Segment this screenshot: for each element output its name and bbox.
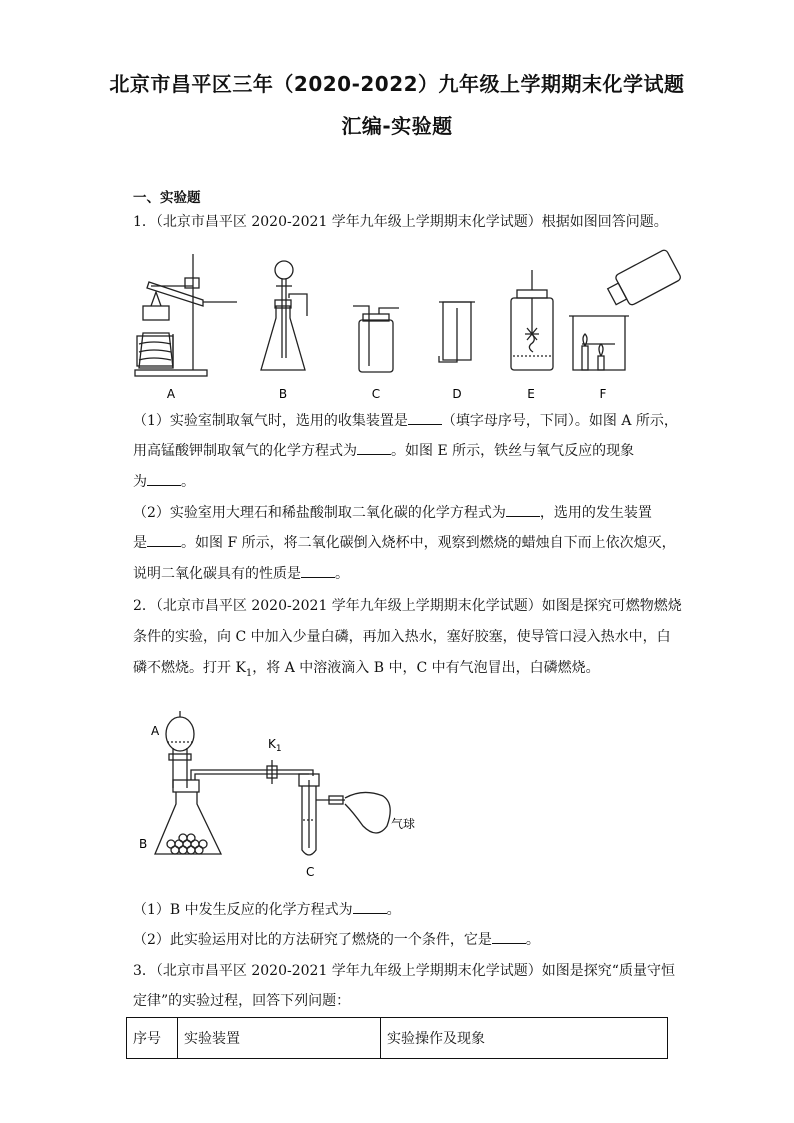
q2-stem-line2: 条件的实验，向 C 中加入少量白磷，再加入热水，塞好胶塞，使导管口浸入热水中，白 — [133, 629, 671, 645]
q2-stem-line3: 磷不燃烧。打开 $K_1$，将 A 中溶液滴入 B 中，C 中有气泡冒出，白磷燃烧。 — [133, 660, 600, 679]
q2-part1: （1）B 中发生反应的化学方程式为 。 — [133, 899, 673, 920]
apparatus-b — [261, 261, 307, 370]
apparatus-f — [569, 249, 682, 370]
doc-title-line1: 北京市昌平区三年（2020-2022）九年级上学期期末化学试题 — [109, 72, 685, 96]
q2-stem-line1: 2．（北京市昌平区 2020-2021 学年九年级上学期期末化学试题）如图是探究可燃物燃烧 — [133, 598, 682, 614]
section-heading: 一、实验题 — [133, 190, 201, 206]
apparatus-e — [511, 270, 553, 370]
answer-blank[interactable] — [492, 929, 526, 944]
q3-stem-line1: 3．（北京市昌平区 2020-2021 学年九年级上学期期末化学试题）如图是探究“质量守恒 — [133, 963, 675, 979]
q2-part2: （2）此实验运用对比的方法研究了燃烧的一个条件，它是 。 — [133, 929, 673, 950]
answer-blank[interactable] — [147, 471, 181, 486]
fig-label-b: B — [278, 387, 288, 401]
answer-blank[interactable] — [147, 532, 181, 547]
fig-label-a: A — [166, 387, 176, 401]
doc-title-line2: 汇编-实验题 — [341, 114, 453, 138]
q1-part2-line1: （2）实验室用大理石和稀盐酸制取二氧化碳的化学方程式为 ，选用的发生装置 — [133, 502, 673, 523]
q1-stem: 1．（北京市昌平区 2020-2021 学年九年级上学期期末化学试题）根据如图回答问题。 — [133, 214, 668, 230]
table-header-index: 序号 — [127, 1018, 178, 1059]
table-header-apparatus: 实验装置 — [178, 1018, 381, 1059]
q2-combustion-apparatus — [133, 708, 433, 884]
label-c: C — [306, 865, 315, 879]
label-k: $K_1$ — [268, 737, 282, 754]
q3-stem-line2: 定律”的实验过程，回答下列问题： — [133, 993, 351, 1009]
fig-label-e: E — [527, 387, 535, 401]
table-header-row — [127, 1018, 668, 1059]
label-b: B — [139, 837, 148, 851]
table-header-procedure: 实验操作及现象 — [381, 1018, 668, 1059]
label-balloon: 气球 — [391, 817, 416, 831]
apparatus-d — [439, 302, 475, 362]
apparatus-c — [353, 306, 399, 372]
q1-apparatus-figure — [133, 248, 693, 406]
answer-blank[interactable] — [408, 410, 442, 425]
fig-label-c: C — [371, 387, 381, 401]
answer-blank[interactable] — [353, 899, 387, 914]
answer-blank[interactable] — [506, 502, 540, 517]
answer-blank[interactable] — [301, 563, 335, 578]
fig-label-f: F — [599, 387, 607, 401]
fig-label-d: D — [452, 387, 462, 401]
q1-part1-line2: 用高锰酸钾制取氧气的化学方程式为 。如图 E 所示，铁丝与氧气反应的现象 — [133, 440, 673, 461]
apparatus-a — [135, 254, 237, 376]
q1-part1-line3: 为 。 — [133, 471, 673, 492]
answer-blank[interactable] — [357, 440, 391, 455]
q1-part1-line1: （1）实验室制取氧气时，选用的收集装置是 （填字母序号，下同）。如图 A 所示， — [133, 410, 673, 431]
q1-part2-line2: 是 。如图 F 所示，将二氧化碳倒入烧杯中，观察到燃烧的蜡烛自下而上依次熄灭， — [133, 532, 673, 553]
label-a: A — [151, 724, 160, 738]
q1-part2-line3: 说明二氧化碳具有的性质是 。 — [133, 563, 673, 584]
q3-experiment-table — [126, 1017, 668, 1059]
